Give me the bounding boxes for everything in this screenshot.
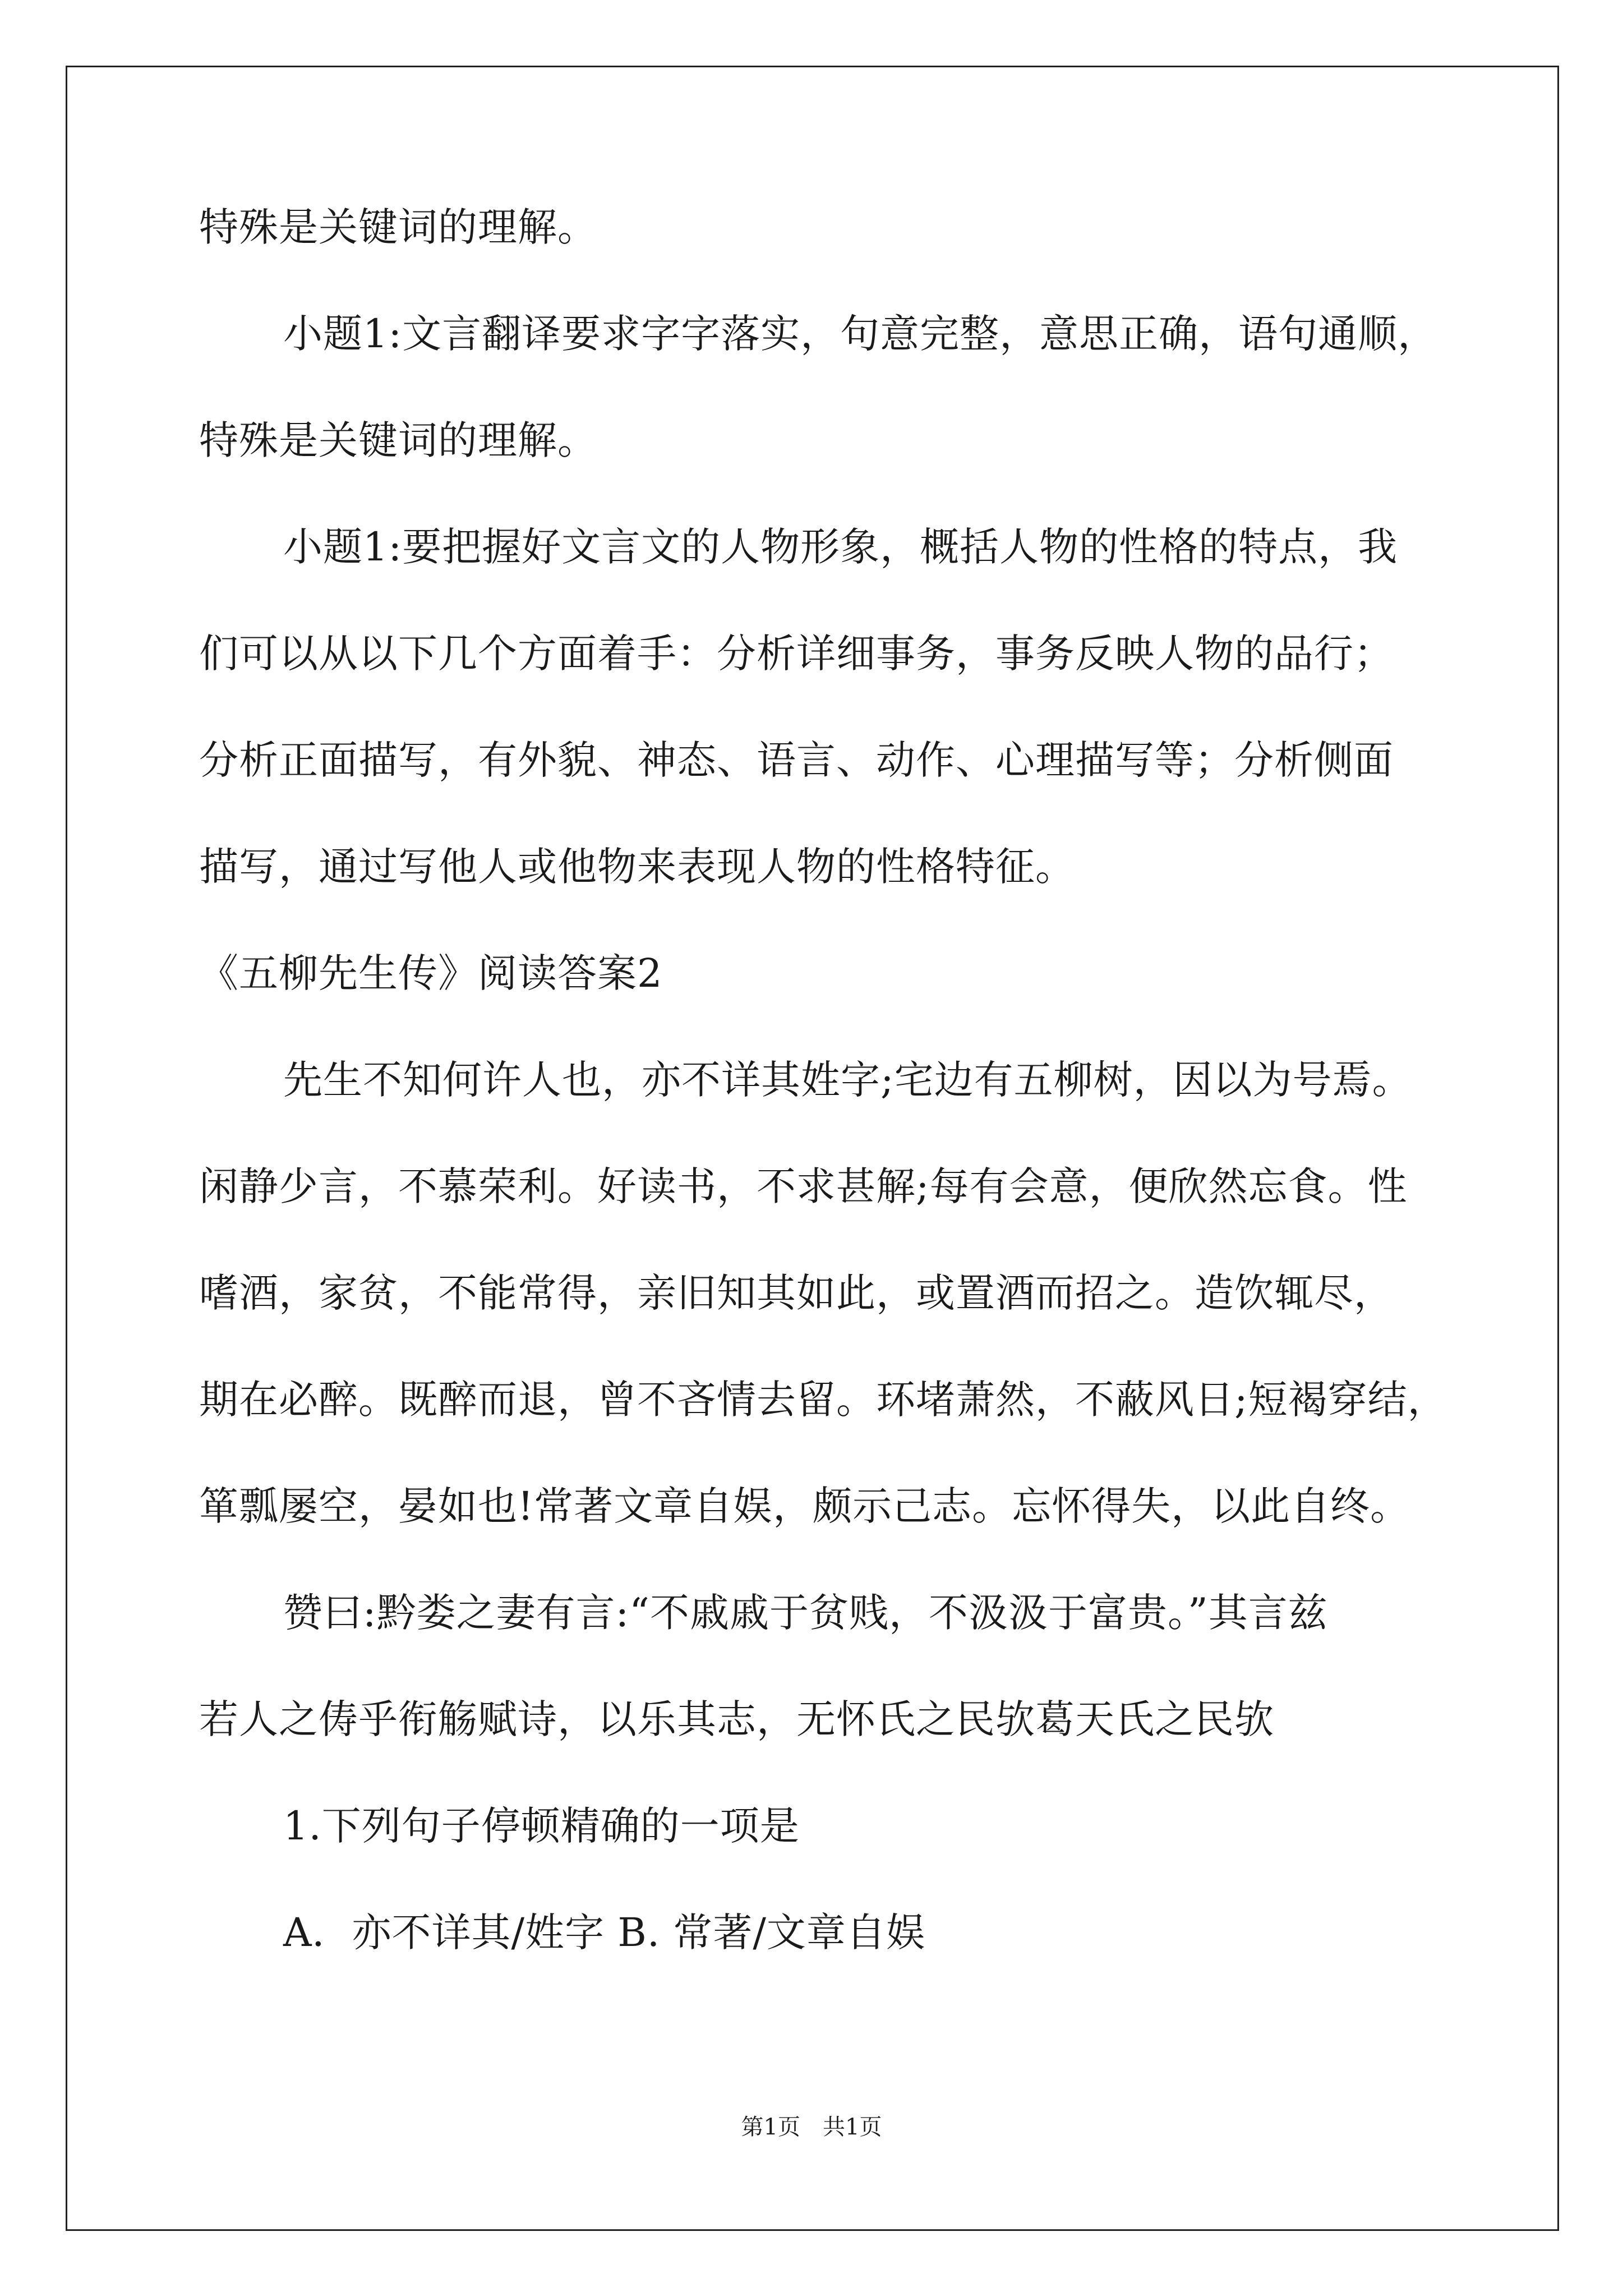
page-border <box>66 66 1559 2231</box>
page-footer: 第1页 共1页 <box>741 2114 882 2140</box>
text-line-4: 小题1:要把握好文言文的人物形象，概括人物的性格的特点，我 <box>283 524 1398 570</box>
text-line-3: 特殊是关键词的理解。 <box>199 417 597 463</box>
text-line-15: 若人之俦乎衔觞赋诗，以乐其志，无怀氏之民欤葛天氏之民欤 <box>199 1696 1274 1742</box>
text-line-1: 特殊是关键词的理解。 <box>199 204 597 250</box>
text-line-5: 们可以从以下几个方面着手：分析详细事务，事务反映人物的品行； <box>199 631 1394 677</box>
text-line-12: 期在必醉。既醉而退，曾不吝情去留。环堵萧然，不蔽风日;短褐穿结， <box>199 1377 1447 1423</box>
text-line-11: 嗜酒，家贫，不能常得，亲旧知其如此，或置酒而招之。造饮辄尽， <box>199 1270 1394 1316</box>
text-line-14: 赞曰:黔娄之妻有言:“不戚戚于贫贱，不汲汲于富贵。”其言兹 <box>283 1590 1328 1636</box>
text-line-10: 闲静少言，不慕荣利。好读书，不求甚解;每有会意，便欣然忘食。性 <box>199 1163 1408 1209</box>
question-1: 1.下列句子停顿精确的一项是 <box>283 1803 800 1849</box>
text-line-2: 小题1:文言翻译要求字字落实，句意完整，意思正确，语句通顺， <box>283 311 1438 357</box>
text-line-13: 箪瓢屡空，晏如也!常著文章自娱，颇示己志。忘怀得失，以此自终。 <box>199 1483 1410 1529</box>
text-line-9: 先生不知何许人也，亦不详其姓字;宅边有五柳树，因以为号焉。 <box>283 1057 1412 1103</box>
text-line-6: 分析正面描写，有外貌、神态、语言、动作、心理描写等；分析侧面 <box>199 737 1394 783</box>
text-line-7: 描写，通过写他人或他物来表现人物的性格特征。 <box>199 844 1075 890</box>
section-heading: 《五柳先生传》阅读答案2 <box>199 950 663 996</box>
question-1-options: A．亦不详其/姓字 B. 常著/文章自娱 <box>283 1910 926 1955</box>
